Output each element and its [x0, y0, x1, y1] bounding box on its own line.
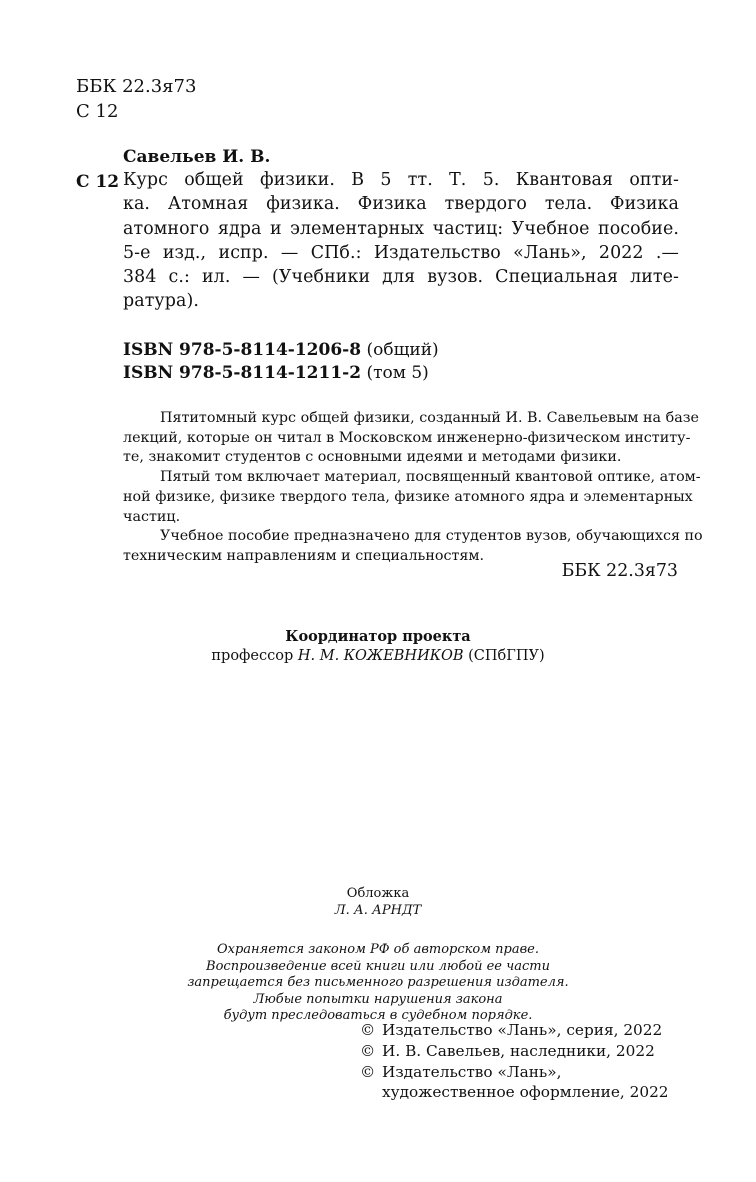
coordinator-prefix: профессор: [211, 648, 294, 664]
isbn-volume: [123, 363, 429, 383]
description-line: ратура).: [123, 291, 199, 312]
copyright-text: Издательство «Лань», серия, 2022: [382, 1021, 663, 1039]
bibliographic-description: [123, 168, 679, 314]
annotation: [123, 409, 703, 567]
legal-line: будут преследоваться в судебном порядке.: [223, 1008, 533, 1023]
isbn-number: ISBN 978-5-8114-1211-2: [123, 363, 362, 383]
copyright-notice: [0, 942, 756, 1025]
legal-line: Воспроизведение всей книги или любой ее части: [206, 958, 550, 974]
bbk-classification-bottom: ББК 22.3я73: [561, 561, 678, 581]
copyright-row: [360, 1041, 669, 1062]
annotation-line: Пятитомный курс общей физики, созданный И. В. Савельевым на базе: [160, 410, 700, 426]
description-line: ка. Атомная физика. Физика твердого тела. Физика: [123, 194, 679, 215]
legal-line: запрещается без письменного разрешения издателя.: [187, 975, 569, 990]
annotation-line: техническим направлениям и специальностям.: [123, 547, 485, 564]
author-name: Савельев И. В.: [123, 147, 271, 167]
author-mark: С 12: [76, 101, 119, 122]
copyright-icon: ©: [360, 1041, 376, 1060]
legal-line: Любые попытки нарушения закона: [253, 991, 503, 1007]
description-line: 384 с.: ил. — (Учебники для вузов. Специальная лите-: [123, 267, 679, 288]
entry-code: С 12: [76, 172, 120, 192]
copyright-continuation: художественное оформление, 2022: [382, 1083, 669, 1102]
annotation-line: Учебное пособие предназначено для студентов вузов, обучающихся по: [160, 528, 703, 545]
copyright-row: [360, 1020, 669, 1041]
coordinator-name: Н. М. КОЖЕВНИКОВ: [297, 648, 464, 664]
copyright-text: И. В. Савельев, наследники, 2022: [382, 1041, 655, 1060]
copyright-block: [360, 1020, 669, 1103]
copyright-row: [360, 1062, 669, 1083]
isbn-note: (том 5): [366, 363, 429, 383]
annotation-line: Пятый том включает материал, посвященный квантовой оптике, атом-: [160, 469, 701, 486]
bbk-code: ББК 22.3я73: [76, 76, 197, 97]
legal-line: Охраняется законом РФ об авторском праве.: [217, 942, 539, 957]
coordinator-line: [0, 648, 756, 664]
bbk-classification-top: [76, 74, 196, 124]
annotation-line: частиц.: [123, 508, 181, 525]
cover-label: Обложка: [346, 886, 410, 901]
description-line: атомного ядра и элементарных частиц: Учебное пособие.: [123, 218, 679, 239]
isbn-general: [123, 340, 439, 360]
coordinator-org: (СПбГПУ): [468, 648, 545, 664]
description-line: 5-е изд., испр. — СПб.: Издательство «Лань», 2022 .—: [123, 242, 679, 263]
coordinator-title: Координатор проекта: [285, 628, 471, 645]
isbn-number: ISBN 978-5-8114-1206-8: [123, 340, 362, 360]
annotation-line: лекций, которые он читал в Московском инженерно-физическом институ-: [123, 429, 691, 446]
annotation-line: ной физике, физике твердого тела, физике атомного ядра и элементарных: [123, 488, 693, 505]
copyright-icon: ©: [360, 1062, 376, 1081]
cover-artist: Л. А. АРНДТ: [334, 903, 422, 918]
annotation-line: те, знакомит студентов с основными идеями и методами физики.: [123, 449, 622, 466]
copyright-icon: ©: [360, 1021, 376, 1039]
isbn-note: (общий): [366, 340, 439, 360]
copyright-text: Издательство «Лань»,: [382, 1062, 562, 1081]
description-line: Курс общей физики. В 5 тт. Т. 5. Квантовая опти-: [123, 170, 679, 190]
